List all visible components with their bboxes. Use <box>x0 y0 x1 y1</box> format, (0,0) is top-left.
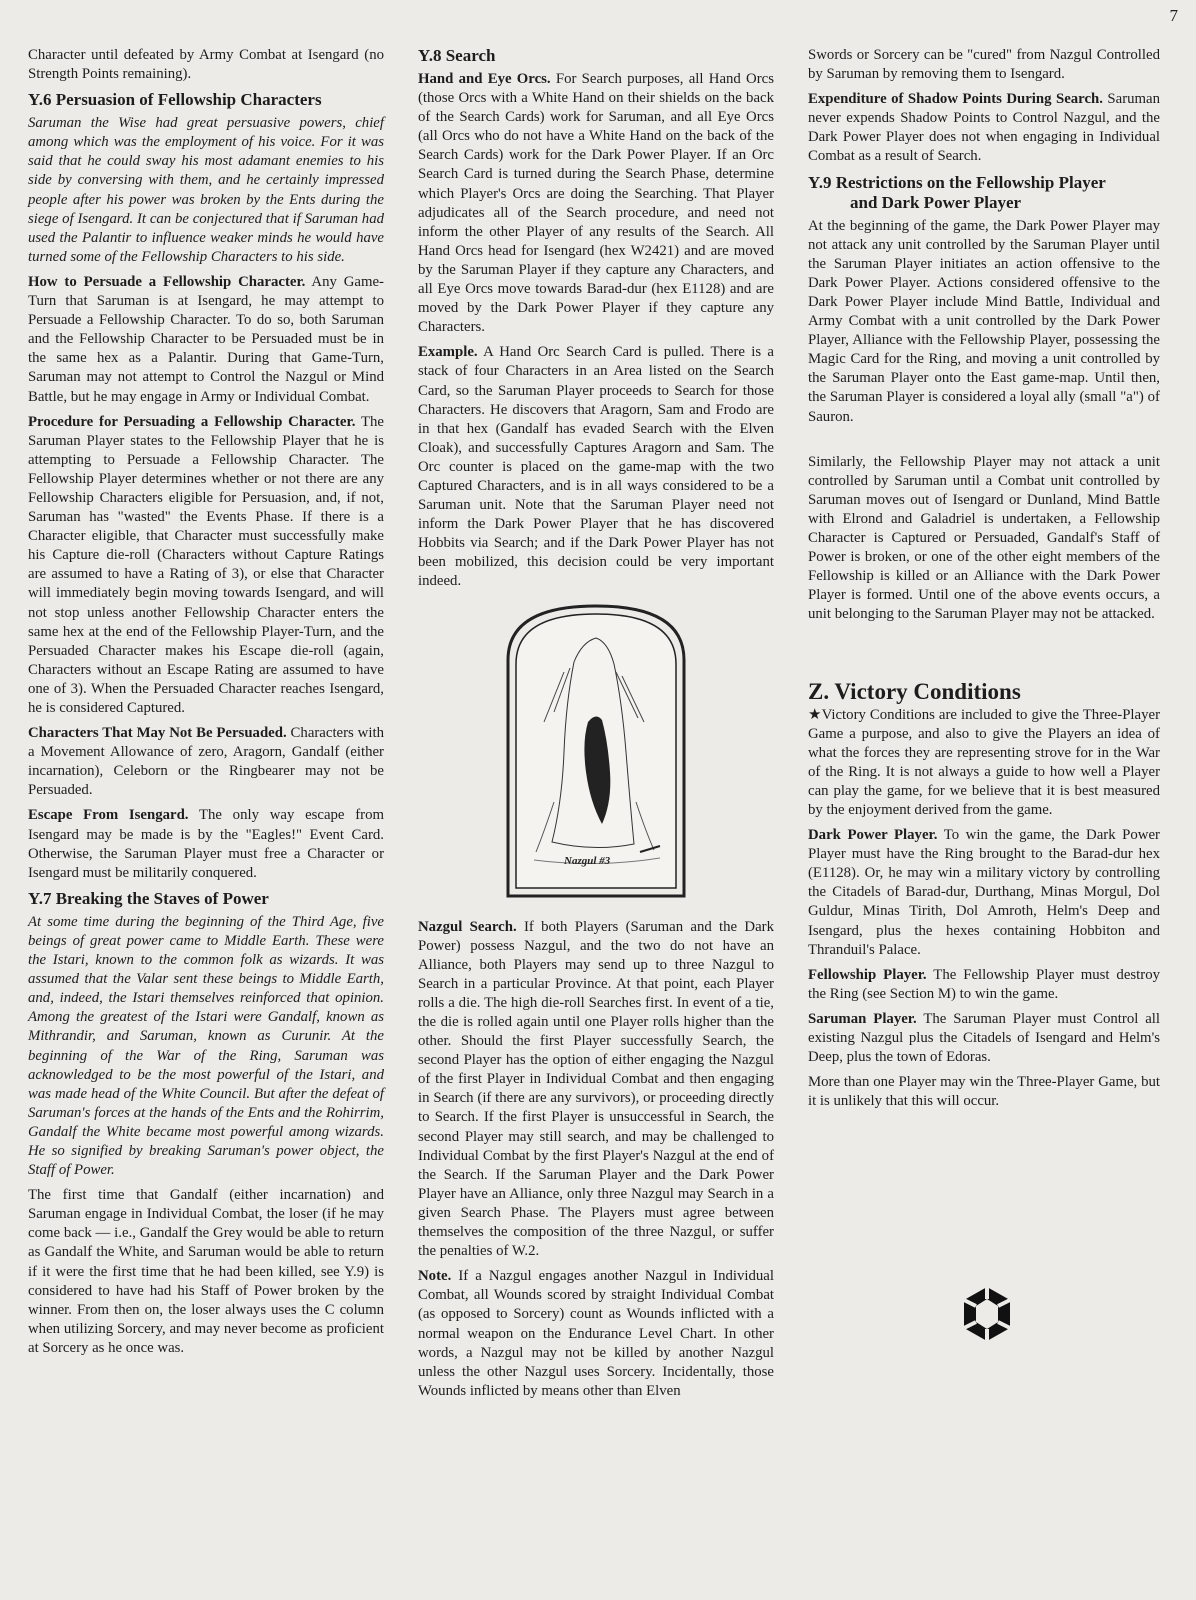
continued-paragraph: Swords or Sorcery can be "cured" from Nazgul Controlled by Saruman by removing them to Isengard. <box>808 47 1160 83</box>
y7-flavor-text: At some time during the beginning of the Third Age, five beings of great power came to Middle Earth. These were the Istari, known to the common folk as wizards. It was assumed that the Valar sent these beings to Middle Earth, and, indeed, the Istari themselves reinforced that opinion. Among the greatest of the Istari were Gandalf, known as Mithrandir, and Saruman, known as Curunir. At the beginning of the War of the Ring, Saruman was acknowledged to be the most powerful of the Istari, and was made head of the White Council. But after the defeat of Saruman's forces at the hands of the Ents and the Rohirrim, Gandalf the White became most powerful among wizards. He so signified by breaking Saruman's power object, the Staff of Power. <box>28 913 384 1179</box>
fellowship-lead: Fellowship Player. <box>808 966 927 983</box>
escape-lead: Escape From Isengard. <box>28 807 189 824</box>
section-y6-title: Y.6 Persuasion of Fellowship Characters <box>28 90 322 110</box>
nazgul-search-paragraph: Nazgul Search. If both Players (Saruman and the Dark Power) possess Nazgul, and the two do not have an Alliance, both Players may send up to three Nazgul to Search in a particular Province. At that point, each Player rolls a die. The high die-roll Searches first. In event of a tie, the die is rolled again until one Player rolls higher than the other. Should the first Player successfully Search, the second Player has the option of either engaging the Nazgul of the first Player in Individual Combat and then engaging in Search (if there are any survivors), or proceeding directly to Search. If the first Player is unsuccessful in Search, the second Player may still search, and may be challenged to Individual Combat by the first Player's Nazgul at the end of the Search. If the Saruman Player and the Dark Power Player have an Alliance, only three Nazgul may Search in a given Search Phase. The Players must agree between themselves the composition of the three Nazgul, or suffer the penalties of W.2. <box>418 918 774 1260</box>
column-2 <box>418 46 774 1407</box>
procedure-paragraph: Procedure for Persuading a Fellowship Character. The Saruman Player states to the Fellowship Player that he is attempting to Persuade a Fellowship Character. The Fellowship Player determines whether or not there are any Fellowship Characters eligible for Persuasion, and, if not, Saruman has "wasted" the Events Phase. If there is a Character eligible, that Character must successfully make his Capture die-roll (Characters without Capture Ratings are assumed to have a Rating of 3), or else that Character will immediately begin moving towards Isengard, and will not stop unless another Fellowship Character enters the same hex at the end of the Fellowship Player-Turn, and the Persuaded Character makes his Escape die-roll (again, Characters without an Escape Rating are assumed to have one of 3). When the Persuaded Character reaches Isengard, he is considered Captured. <box>28 413 384 716</box>
not-persuaded-lead: Characters That May Not Be Persuaded. <box>28 725 287 742</box>
final-paragraph: More than one Player may win the Three-Player Game, but it is unlikely that this will occur. <box>808 1074 1160 1110</box>
section-y7-title: Y.7 Breaking the Staves of Power <box>28 888 269 908</box>
section-y8-title: Y.8 Search <box>418 46 496 65</box>
intro-paragraph: Character until defeated by Army Combat at Isengard (no Strength Points remaining). <box>28 47 384 83</box>
dark-power-lead: Dark Power Player. <box>808 827 938 844</box>
y7-rule-text: The first time that Gandalf (either incarnation) and Saruman engage in Individual Combat, the loser (if he may come back — i.e., Gandalf the Grey would be able to return as Gandalf the White, and Saruman would be able to return if it were the first time that he had been killed, see Y.9) is considered to have had his Staff of Power broken by the winner. From then on, the loser always uses the C column when utilizing Sorcery, and may never become as proficient at Sorcery as he once was. <box>28 1187 384 1356</box>
how-to-persuade-lead: How to Persuade a Fellowship Character. <box>28 273 306 290</box>
fellowship-paragraph: Fellowship Player. The Fellowship Player must destroy the Ring (see Section M) to win the game. <box>808 966 1160 1002</box>
expenditure-lead: Expenditure of Shadow Points During Search. <box>808 91 1103 108</box>
victory-intro-paragraph: ★Victory Conditions are included to give the Three-Player Game a purpose, and also to give the Players an idea of what the forces they are representing strove for in the War of the Ring. It is not always a guide to how well a Player can play the game, for we believe that it is best measured by the enjoyment derived from the game. <box>808 706 1160 818</box>
column-3 <box>808 46 1160 1117</box>
publisher-logo-icon <box>958 1285 1016 1343</box>
note-paragraph: Note. If a Nazgul engages another Nazgul in Individual Combat, all Wounds scored by straight Individual Combat (as opposed to Sorcery) count as Wounds inflicted with a normal weapon on the Endurance Level Chart. In other words, a Nazgul may not be killed by another Nazgul unless the other Nazgul uses Sorcery. Incidentally, those Wounds inflicted by means other than Elven <box>418 1268 774 1399</box>
page-number: 7 <box>1169 6 1178 25</box>
nazgul-search-lead: Nazgul Search. <box>418 918 517 935</box>
nazgul-drawing <box>504 602 688 900</box>
hand-eye-orcs-lead: Hand and Eye Orcs. <box>418 71 551 87</box>
illustration-caption: Nazgul #3 <box>564 854 611 867</box>
section-y9-title: Y.9 Restrictions on the Fellowship Player and Dark Power Player <box>808 172 1106 212</box>
example-lead: Example. <box>418 344 478 361</box>
column-1 <box>28 46 384 1364</box>
not-persuaded-paragraph: Characters That May Not Be Persuaded. Characters with a Movement Allowance of zero, Aragorn, Gandalf (either incarnation), Celeborn or the Ringbearer may not be Persuaded. <box>28 725 384 799</box>
nazgul-illustration <box>504 602 688 900</box>
expenditure-paragraph: Expenditure of Shadow Points During Search. Saruman never expends Shadow Points to Control Nazgul, and the Dark Power Player does not when engaging in Individual Combat as a result of Search. <box>808 91 1161 165</box>
saruman-paragraph: Saruman Player. The Saruman Player must Control all existing Nazgul plus the Citadels of Isengard and Helm's Deep, plus the town of Edoras. <box>808 1010 1161 1066</box>
y6-flavor-text: Saruman the Wise had great persuasive powers, chief among which was the employment of his voice. For it was said that he could sway his most adamant enemies to his side by conversing with them, and he certainly impressed people after his power was broken by the Ents during the siege of Isengard. It can be conjectured that if Saruman had used the Palantir to influence weaker minds he would have turned some of the Fellowship Characters to his side. <box>28 115 384 265</box>
example-paragraph: Example. A Hand Orc Search Card is pulled. There is a stack of four Characters in an Area listed on the Search Card, so the Saruman Player proceeds to Search for those Characters. He discovers that Aragorn, Sam and Frodo are in that hex (Gandalf has evaded Search with the Elven Cloak), and successfully Captures Aragorn and Sam. The Orc counter is placed on the game-map with the two Captured Characters, and is in all ways considered to be a Saruman unit. Note that the Saruman Player need not inform the Dark Power Player that he has discovered Hobbits via Search; and if the Dark Power Player has not been mobilized, this decision could be very important indeed. <box>418 344 774 590</box>
hand-eye-orcs-paragraph: Hand and Eye Orcs. For Search purposes, all Hand Orcs (those Orcs with a White Hand on their shields on the back of the Search Cards) work for Saruman, and all Eye Orcs (all Orcs who do not have a White Hand on the back of the Search Cards) work for the Dark Power Player. If an Orc Search Card is turned during the Search Phase, determine which Player's Orcs are doing the Searching. That Player adjudicates all of the Search procedure, and need not inform the other Player of any results of the Search. All Hand Orcs head for Isengard (hex W2421) and are moved by the Saruman Player if they capture any Characters, and all Eye Orcs move towards Barad-dur (hex E1128) and are moved by the Dark Power Player if they capture any Characters. <box>418 71 774 336</box>
dark-power-paragraph: Dark Power Player. To win the game, the Dark Power Player must have the Ring brought to the Barad-dur hex (E1128). Or, he may win a military victory by controlling the Citadels of Barad-dur, Durthang, Minas Morgul, Dol Guldur, Minas Tirith, Dol Amroth, Helm's Deep and Isengard, plus the hexes containing Hobbiton and Thranduil's Palace. <box>808 827 1160 958</box>
note-lead: Note. <box>418 1268 452 1285</box>
escape-paragraph: Escape From Isengard. The only way escape from Isengard may be made is by the "Eagles!" Event Card. Otherwise, the Saruman Player must free a Character or Isengard must be militarily conquered. <box>28 807 384 881</box>
procedure-lead: Procedure for Persuading a Fellowship Character. <box>28 413 356 430</box>
y9-paragraph-2: Similarly, the Fellowship Player may not attack a unit controlled by Saruman until a Combat unit controlled by Saruman moves out of Isengard or Dunland, Mind Battle with Elrond and Galadriel is undertaken, a Fellowship Character is Captured or Persuaded, Gandalf's Staff of Power is broken, or one of the other eight members of the Fellowship is killed or an Alliance with the Dark Power Player is formed. Until one of the above events occurs, a unit belonging to the Saruman Player may not be attacked. <box>808 453 1160 623</box>
y9-paragraph-1: At the beginning of the game, the Dark Power Player may not attack any unit controlled by the Saruman Player until the Saruman Player initiates an action offensive to the Dark Power Player. Actions considered offensive to the Dark Power Player include Mind Battle, Individual and Army Combat with a unit controlled by the Dark Power Player, Alliance with the Fellowship Player, possessing the Magic Card for the Ring, and moving a unit controlled by the Saruman Player onto the East game-map. Until then, the Saruman Player is considered a loyal ally (small "a") of Sauron. <box>808 217 1160 425</box>
saruman-lead: Saruman Player. <box>808 1010 917 1027</box>
section-z-title: Z. Victory Conditions <box>808 679 1021 705</box>
how-to-persuade-paragraph: How to Persuade a Fellowship Character. Any Game-Turn that Saruman is at Isengard, he may attempt to Persuade a Fellowship Character. To do so, both Saruman and the Fellowship Character to be Persuaded must be in the same hex as a Palantir. During that Game-Turn, Saruman may not attempt to Control the Nazgul or Mind Battle, but he may engage in Army or Individual Combat. <box>28 273 384 405</box>
